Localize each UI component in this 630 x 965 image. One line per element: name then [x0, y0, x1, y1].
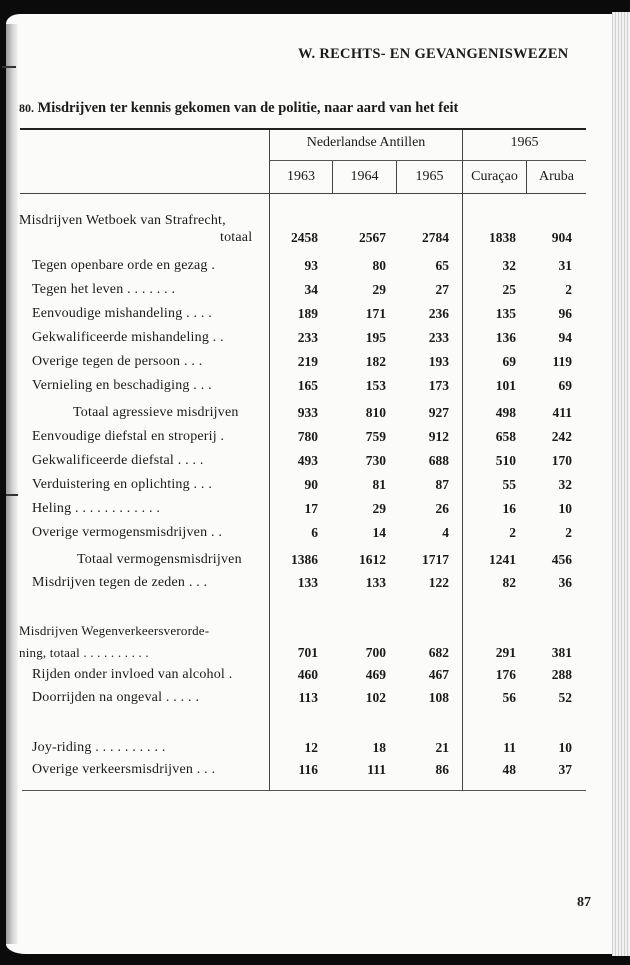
cell: 29	[372, 501, 386, 516]
row-label-cont: totaal	[220, 230, 253, 245]
cell: 102	[365, 690, 386, 705]
row-label: Gekwalificeerde diefstal . . . .	[32, 453, 204, 468]
cell: 34	[304, 282, 318, 297]
cell: 10	[558, 501, 572, 516]
cell: 133	[365, 575, 386, 590]
row-label: Joy-riding . . . . . . . . . .	[32, 740, 166, 755]
table-row	[0, 354, 612, 378]
cell: 1241	[489, 552, 516, 567]
cell: 730	[365, 453, 386, 468]
cell: 381	[551, 645, 572, 660]
cell: 94	[558, 330, 572, 345]
cell: 26	[435, 501, 449, 516]
table-row	[0, 378, 612, 402]
table-row-subtotal	[0, 405, 612, 429]
table-row	[0, 501, 612, 525]
table-row	[0, 258, 612, 282]
cell: 170	[551, 453, 572, 468]
cell: 52	[558, 690, 572, 705]
cell: 4	[442, 525, 449, 540]
cell: 90	[304, 477, 318, 492]
cell: 27	[435, 282, 449, 297]
cell: 933	[297, 405, 318, 420]
cell: 493	[297, 453, 318, 468]
cell: 17	[304, 501, 318, 516]
table-row	[0, 453, 612, 477]
cell: 14	[372, 525, 386, 540]
cell: 810	[365, 405, 386, 420]
header-col-curacao: Curaçao	[471, 169, 518, 184]
cell: 81	[372, 477, 386, 492]
cell: 233	[297, 330, 318, 345]
header-col-1965: 1965	[415, 169, 444, 184]
table-row	[0, 477, 612, 501]
cell: 498	[495, 405, 516, 420]
cell: 11	[503, 740, 516, 755]
cell: 136	[495, 330, 516, 345]
cell: 1386	[291, 552, 318, 567]
row-label: Tegen het leven . . . . . . .	[32, 282, 176, 297]
cell: 25	[502, 282, 516, 297]
cell: 288	[551, 667, 572, 682]
table-row	[0, 213, 612, 254]
row-label: Vernieling en beschadiging . . .	[32, 378, 212, 393]
bottom-rule	[22, 790, 586, 791]
row-label: Heling . . . . . . . . . . . .	[32, 501, 161, 516]
running-head: W. RECHTS- EN GEVANGENISWEZEN	[298, 46, 569, 62]
header-group-1965: 1965	[510, 135, 539, 150]
cell: 101	[495, 378, 516, 393]
row-label: Overige tegen de persoon . . .	[32, 354, 203, 369]
table-row-subtotal	[0, 552, 612, 576]
table-row	[0, 330, 612, 354]
row-label: Misdrijven Wetboek van Strafrecht,	[19, 213, 226, 228]
cell: 116	[298, 762, 318, 777]
cell: 460	[297, 667, 318, 682]
cell: 2	[565, 282, 572, 297]
row-label: Doorrijden na ongeval . . . . .	[32, 690, 200, 705]
cell: 1717	[422, 552, 449, 567]
cell: 135	[495, 306, 516, 321]
page-edge-stack	[612, 12, 630, 956]
cell: 119	[552, 354, 572, 369]
cell: 32	[502, 258, 516, 273]
cell: 682	[428, 645, 449, 660]
header-col-1963: 1963	[287, 169, 315, 184]
cell: 31	[558, 258, 572, 273]
cell: 701	[297, 645, 318, 660]
cell: 176	[495, 667, 516, 682]
table-row	[0, 690, 612, 714]
row-label: Overige vermogensmisdrijven . .	[32, 525, 223, 540]
header-bottom-rule	[20, 193, 586, 194]
cell: 510	[495, 453, 516, 468]
table-title-text: Misdrijven ter kennis gekomen van de politie, naar aard van het feit	[37, 100, 459, 116]
cell: 291	[495, 645, 516, 660]
cell: 82	[502, 575, 516, 590]
cell: 32	[558, 477, 572, 492]
cell: 55	[502, 477, 516, 492]
cell: 65	[435, 258, 449, 273]
table-row	[0, 429, 612, 453]
table-row	[0, 740, 612, 764]
cell: 2567	[359, 230, 386, 245]
row-label-cont: ning, totaal . . . . . . . . . .	[19, 645, 149, 660]
cell: 469	[365, 667, 386, 682]
cell: 86	[435, 762, 449, 777]
row-label: Misdrijven Wegenverkeersverorde-	[19, 623, 210, 638]
cell: 37	[558, 762, 572, 777]
header-divider	[270, 160, 586, 161]
cell: 133	[297, 575, 318, 590]
cell: 96	[558, 306, 572, 321]
cell: 111	[367, 762, 386, 777]
cell: 2784	[422, 230, 449, 245]
cell: 18	[372, 740, 386, 755]
cell: 56	[502, 690, 516, 705]
cell: 16	[502, 501, 516, 516]
row-label: Gekwalificeerde mishandeling . .	[32, 330, 224, 345]
cell: 1838	[489, 230, 516, 245]
cell: 456	[551, 552, 572, 567]
cell: 219	[297, 354, 318, 369]
cell: 2458	[291, 230, 318, 245]
header-group-nederlandse-antillen: Nederlandse Antillen	[306, 135, 426, 150]
cell: 688	[428, 453, 449, 468]
top-rule	[20, 128, 586, 130]
cell: 6	[311, 525, 318, 540]
cell: 2	[565, 525, 572, 540]
table-title	[19, 100, 458, 117]
cell: 87	[435, 477, 449, 492]
row-label: Eenvoudige mishandeling . . . .	[32, 306, 213, 321]
row-label: Eenvoudige diefstal en stroperij .	[32, 429, 225, 444]
cell: 29	[372, 282, 386, 297]
cell: 904	[551, 230, 572, 245]
cell: 171	[365, 306, 386, 321]
cell: 122	[428, 575, 449, 590]
cell: 193	[428, 354, 449, 369]
row-label: Rijden onder invloed van alcohol .	[32, 667, 233, 682]
table-row	[0, 575, 612, 599]
page-number: 87	[577, 895, 591, 910]
cell: 195	[365, 330, 386, 345]
cell: 927	[428, 405, 449, 420]
table-row	[0, 282, 612, 306]
cell: 242	[551, 429, 572, 444]
cell: 36	[558, 575, 572, 590]
row-label: Misdrijven tegen de zeden . . .	[32, 575, 208, 590]
cell: 165	[297, 378, 318, 393]
cell: 236	[428, 306, 449, 321]
row-label: Tegen openbare orde en gezag .	[32, 258, 216, 273]
table-row	[0, 525, 612, 549]
cell: 173	[428, 378, 449, 393]
cell: 233	[428, 330, 449, 345]
cell: 411	[552, 405, 572, 420]
cell: 912	[428, 429, 449, 444]
cell: 1612	[359, 552, 386, 567]
cell: 69	[502, 354, 516, 369]
cell: 780	[297, 429, 318, 444]
cell: 182	[365, 354, 386, 369]
cell: 658	[495, 429, 516, 444]
cell: 93	[304, 258, 318, 273]
cell: 189	[297, 306, 318, 321]
table-row	[0, 623, 612, 669]
table-number: 80.	[19, 101, 34, 115]
cell: 153	[365, 378, 386, 393]
cell: 12	[304, 740, 318, 755]
cell: 467	[428, 667, 449, 682]
cell: 80	[372, 258, 386, 273]
cell: 108	[428, 690, 449, 705]
header-col-aruba: Aruba	[539, 169, 574, 184]
cell: 759	[365, 429, 386, 444]
header-col-1964: 1964	[350, 169, 379, 184]
cell: 48	[502, 762, 516, 777]
cell: 2	[509, 525, 516, 540]
cell: 69	[558, 378, 572, 393]
table-row	[0, 306, 612, 330]
cell: 10	[558, 740, 572, 755]
row-label: Totaal agressieve misdrijven	[73, 405, 239, 420]
row-label: Overige verkeersmisdrijven . . .	[32, 762, 216, 777]
row-label: Totaal vermogensmisdrijven	[77, 552, 242, 567]
cell: 21	[435, 740, 449, 755]
table-row	[0, 667, 612, 691]
cell: 113	[298, 690, 318, 705]
cell: 700	[365, 645, 386, 660]
row-label: Verduistering en oplichting . . .	[32, 477, 213, 492]
table-row	[0, 762, 612, 786]
binding-mark	[2, 66, 16, 68]
